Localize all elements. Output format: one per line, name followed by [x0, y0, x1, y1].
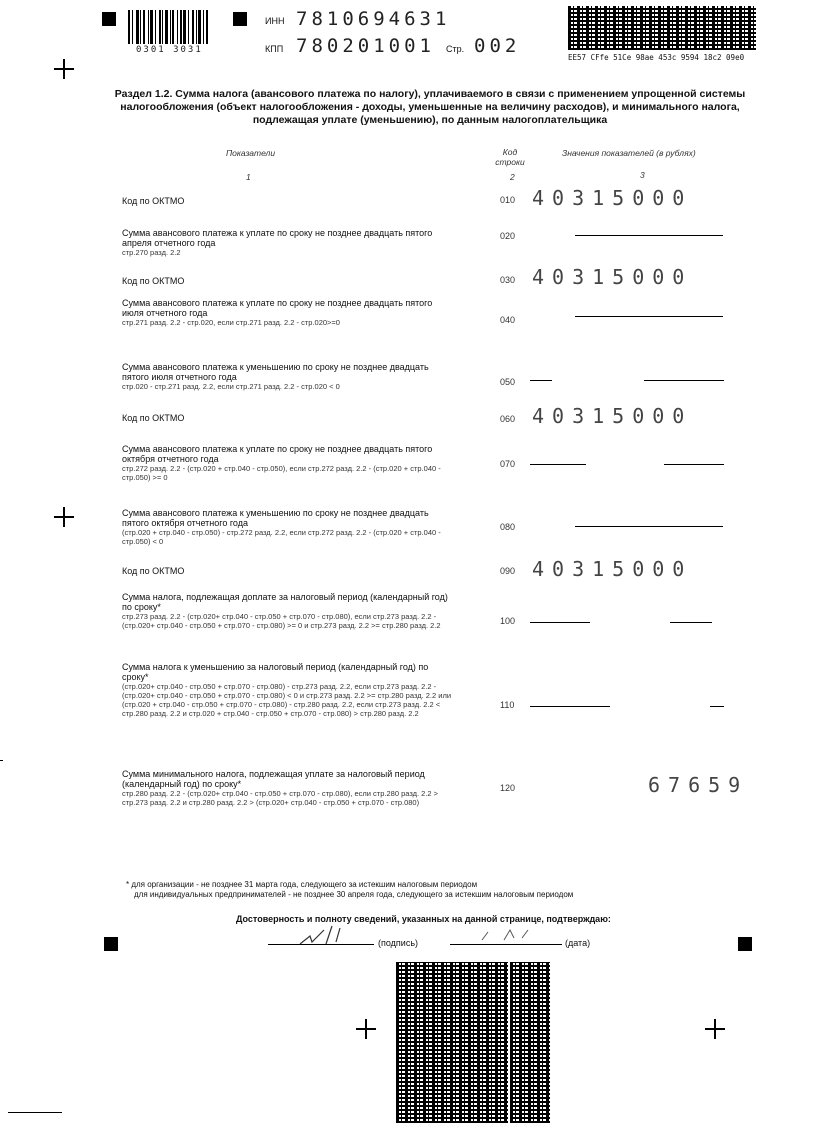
row-110: Сумма налога к уменьшению за налоговый период (календарный год) по сроку* (стр.020+ стр.040 - стр.050 + стр.070 - стр.080) - стр.273 разд. 2.2, если стр.273 разд. 2.2 - (стр.020+ стр.040 - стр.050 + стр.070 - стр.080) < 0 и стр.273 разд. 2.2 >= стр.280 разд. 2.2 или (стр.020 + стр.040 - стр.050 + стр.070 - стр.080) - стр.280 разд. 2.2, если стр.273 разд. 2.2 < стр.280 разд. 2.2 и стр.020 + стр.040 - стр.050 + стр.070 - стр.080) > стр.280 разд. 2.2	[122, 662, 452, 718]
bottom-2d-barcode-right	[510, 962, 550, 1123]
registration-cross-bottom-mid	[356, 1019, 376, 1039]
registration-cross-mid-left	[54, 507, 74, 527]
col-num-1: 1	[246, 172, 251, 182]
form-code: 0301 3031	[136, 45, 203, 55]
footnote-line-2: для индивидуальных предпринимателей - не позднее 30 апреля года, следующего за истекшим налоговым периодом	[134, 890, 574, 899]
code-030: 030	[500, 275, 516, 285]
row-090: Код по ОКТМО	[122, 566, 185, 576]
dash-040	[575, 316, 723, 317]
row-020: Сумма авансового платежа к уплате по сроку не позднее двадцать пятого апреля отчетного года стр.270 разд. 2.2	[122, 228, 433, 257]
marker-top-mid	[233, 12, 247, 26]
signature-scribble	[296, 922, 366, 948]
dash-080	[575, 526, 723, 527]
row-070: Сумма авансового платежа к уплате по сроку не позднее двадцать пятого октября отчетного года стр.272 разд. 2.2 - (стр.020 + стр.040 - стр.050), если стр.272 разд. 2.2 - (стр.020 + стр.040 - стр.050) >= 0	[122, 444, 441, 482]
row-040: Сумма авансового платежа к уплате по сроку не позднее двадцать пятого июля отчетного года стр.271 разд. 2.2 - стр.020, если стр.271 разд. 2.2 - стр.020>=0	[122, 298, 433, 327]
registration-cross-top-left	[54, 59, 74, 79]
dash-070a	[530, 464, 586, 465]
marker-bottom-right	[738, 937, 752, 951]
bottom-2d-barcode	[396, 962, 508, 1123]
row-080: Сумма авансового платежа к уменьшению по сроку не позднее двадцать пятого октября отчетного года (стр.020 + стр.040 - стр.050) - стр.272 разд. 2.2, если стр.272 разд. 2.2 - (стр.020 + стр.040 - стр.050) < 0	[122, 508, 441, 546]
row-010: Код по ОКТМО	[122, 196, 185, 206]
code-090: 090	[500, 566, 516, 576]
margin-mark-left-2	[8, 1112, 62, 1113]
date-line	[450, 944, 562, 945]
value-010: 40315000	[532, 186, 693, 210]
code-110: 110	[500, 700, 515, 710]
marker-top-left	[102, 12, 116, 26]
dash-020	[575, 235, 723, 236]
value-060: 40315000	[532, 404, 693, 428]
dash-100b	[670, 622, 712, 623]
page-label: Стр.	[446, 44, 465, 54]
code-080: 080	[500, 522, 516, 532]
col-indicators-header: Показатели	[226, 148, 276, 158]
code-040: 040	[500, 315, 516, 325]
signature-label: (подпись)	[378, 938, 419, 948]
col-num-3: 3	[640, 170, 645, 180]
hash-code: EE57 CFfe 51Ce 98ae 453c 9594 18c2 09e0	[568, 53, 745, 62]
dash-050a	[530, 380, 552, 381]
col-num-2: 2	[510, 172, 515, 182]
code-100: 100	[500, 616, 516, 626]
dash-110b	[710, 706, 724, 707]
dash-070b	[664, 464, 724, 465]
value-030: 40315000	[532, 265, 693, 289]
code-020: 020	[500, 231, 516, 241]
inn-label: ИНН	[265, 16, 285, 26]
dash-050b	[644, 380, 724, 381]
row-050: Сумма авансового платежа к уменьшению по сроку не позднее двадцать пятого июля отчетного года стр.020 - стр.271 разд. 2.2, если стр.271 разд. 2.2 - стр.020 < 0	[122, 362, 429, 391]
row-100: Сумма налога, подлежащая доплате за налоговый период (календарный год) по сроку* стр.273 разд. 2.2 - (стр.020+ стр.040 - стр.050 + стр.070 - стр.080), если стр.273 разд. 2.2 - (стр.020+ стр.040 - стр.050 + стр.070 - стр.080) >= 0 и стр.273 разд. 2.2 >= стр.280 разд. 2.2	[122, 592, 448, 630]
top-2d-barcode	[568, 6, 756, 50]
date-scribble	[480, 926, 540, 944]
value-090: 40315000	[532, 557, 693, 581]
kpp-value: 780201001	[296, 35, 435, 57]
date-label: (дата)	[565, 938, 591, 948]
value-120: 67659	[648, 773, 749, 797]
footnote-line-1: * для организации - не позднее 31 марта года, следующего за истекшим налоговым периодом	[126, 880, 478, 889]
form-barcode	[128, 10, 218, 44]
row-120: Сумма минимального налога, подлежащая уплате за налоговый период (календарный год) по сроку* стр.280 разд. 2.2 - (стр.020+ стр.040 - стр.050 + стр.070 - стр.080), если стр.280 разд. 2.2 > стр.273 разд. 2.2 и стр.280 разд. 2.2 > (стр.020+ стр.040 - стр.050 + стр.070 - стр.080)	[122, 769, 439, 807]
dash-110a	[530, 706, 610, 707]
col-code-header: Код строки	[495, 147, 525, 167]
code-050: 050	[500, 377, 516, 387]
row-030: Код по ОКТМО	[122, 276, 185, 286]
col-values-header: Значения показателей (в рублях)	[562, 148, 696, 158]
dash-100a	[530, 622, 590, 623]
inn-value: 7810694631	[296, 8, 451, 30]
section-title: Раздел 1.2. Сумма налога (авансового платежа по налогу), уплачиваемого в связи с применением упрощенной системы налогообложения (объект налогообложения - доходы, уменьшенные на величину расходов), и минимального налога, подлежащая уплате (уменьшению), по данным налогоплательщика	[114, 88, 746, 126]
code-070: 070	[500, 459, 516, 469]
registration-cross-bottom-right	[705, 1019, 725, 1039]
code-010: 010	[500, 195, 516, 205]
margin-mark-left-1	[0, 760, 3, 761]
marker-bottom-left	[104, 937, 118, 951]
code-060: 060	[500, 414, 516, 424]
row-060: Код по ОКТМО	[122, 413, 185, 423]
code-120: 120	[500, 783, 516, 793]
kpp-label: КПП	[265, 44, 284, 54]
page-value: 002	[474, 35, 521, 57]
confirmation-text: Достоверность и полноту сведений, указанных на данной странице, подтверждаю:	[236, 914, 611, 924]
